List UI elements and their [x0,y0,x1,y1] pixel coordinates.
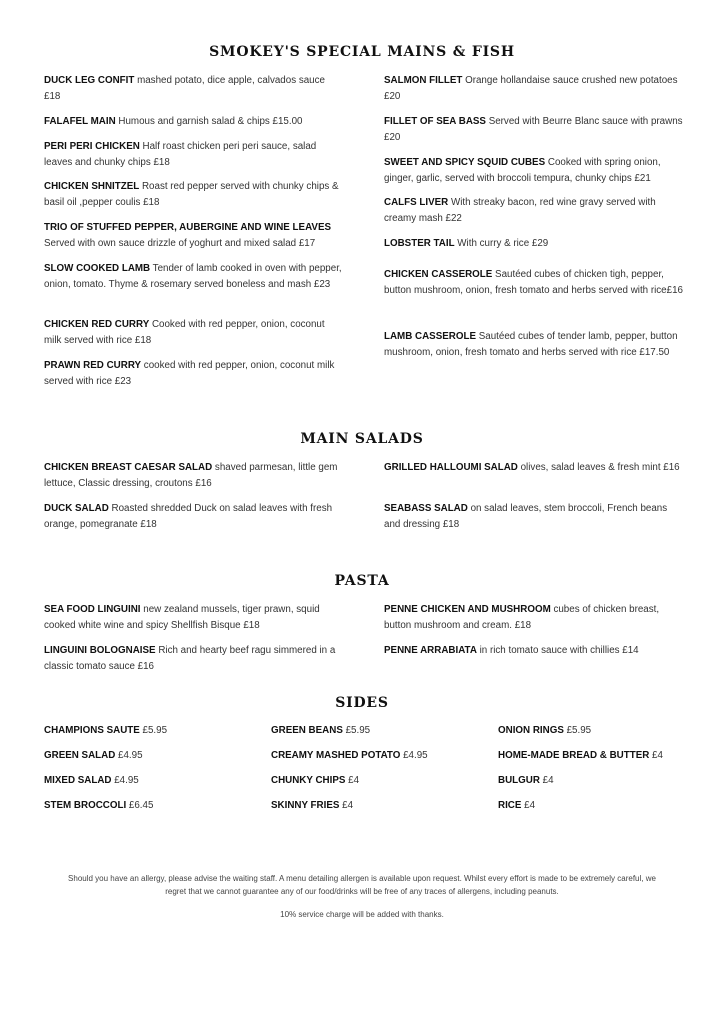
item-name: PENNE ARRABIATA [384,645,477,656]
menu-item [44,460,344,491]
item-description: on salad leaves, stem broccoli, French beans and dressing £18 [384,503,668,530]
item-name: HOME-MADE BREAD & BUTTER [498,750,650,761]
item-description: Half roast chicken peri peri sauce, salad leaves and chunky chips £18 [44,141,317,168]
item-description: Roasted shredded Duck on salad leaves with fresh orange, pomegranate £18 [44,503,333,530]
menu-item [384,501,684,532]
item-name: SEA FOOD LINGUINI [44,604,141,615]
side-item [44,774,139,788]
item-name: SWEET AND SPICY SQUID CUBES [384,157,546,168]
item-description: Sautéed cubes of chicken tigh, pepper, button mushroom, onion, fresh tomato and herbs served with rice£16 [384,269,683,296]
side-item [271,724,370,738]
item-name: CHICKEN BREAST CAESAR SALAD [44,462,213,473]
item-price: £5.95 [563,725,592,736]
side-item [498,799,535,813]
menu-item [44,139,344,170]
item-name: BULGUR [498,775,540,786]
item-name: CHUNKY CHIPS [271,775,346,786]
item-name: STEM BROCCOLI [44,800,127,811]
item-price: £6.45 [126,800,154,811]
menu-item [384,114,684,145]
item-description: Cooked with red pepper, onion, coconut milk served with rice £18 [44,319,325,346]
menu-item [44,73,344,104]
menu-item [44,501,344,532]
item-name: CHAMPIONS SAUTE [44,725,140,736]
menu-item [384,460,684,476]
item-description: Cooked with spring onion, ginger, garlic, served with broccoli tempura, chunky chips £21 [384,157,661,184]
menu-item [384,236,684,252]
item-name: LOBSTER TAIL [384,238,455,249]
item-name: RICE [498,800,522,811]
service-charge-notice: 10% service charge will be added with thanks. [280,910,444,919]
item-description: Served with Beurre Blanc sauce with prawns £20 [384,116,683,143]
item-description: new zealand mussels, tiger prawn, squid cooked white wine and spicy Shellfish Bisque £18 [44,604,320,631]
item-name: GRILLED HALLOUMI SALAD [384,462,518,473]
item-description: in rich tomato sauce with chillies £14 [476,645,639,656]
menu-item [384,267,684,298]
item-name: FILLET OF SEA BASS [384,116,486,127]
allergy-notice: Should you have an allergy, please advise the waiting staff. A menu detailing allergen is available upon request. Whilst every effort is made to be extremely careful, we regret that we cannot guarantee any of our food/drinks will be free of any traces of allergens, including peanuts. [68,874,656,896]
item-name: ONION RINGS [498,725,564,736]
menu-item [384,73,684,104]
menu-item [44,317,344,348]
item-name: SLOW COOKED LAMB [44,263,151,274]
menu-item [384,643,684,659]
item-description: Orange hollandaise sauce crushed new potatoes £20 [384,75,678,102]
side-item [44,724,167,738]
item-name: SKINNY FRIES [271,800,340,811]
side-item [498,774,554,788]
item-description: Humous and garnish salad & chips £15.00 [115,116,303,127]
item-name: TRIO OF STUFFED PEPPER, AUBERGINE AND WINE LEAVES [44,222,332,233]
item-name: PERI PERI CHICKEN [44,141,140,152]
item-name: CHICKEN RED CURRY [44,319,150,330]
item-description: Rich and hearty beef ragu simmered in a classic tomato sauce £16 [44,645,336,672]
item-description: With streaky bacon, red wine gravy served with creamy mash £22 [384,197,656,224]
menu-item [44,261,344,292]
side-item [498,724,591,738]
item-description: Served with own sauce drizzle of yoghurt and mixed salad £17 [44,237,316,249]
menu-item [44,358,344,389]
side-item [271,799,353,813]
item-name: CALFS LIVER [384,197,449,208]
salads-section-title: MAIN SALADS [300,431,424,447]
side-item [44,749,143,763]
item-name: GREEN SALAD [44,750,116,761]
item-name: MIXED SALAD [44,775,112,786]
item-price: £4.95 [400,750,428,761]
menu-item [384,155,684,186]
item-name: LINGUINI BOLOGNAISE [44,645,156,656]
menu-item [44,643,344,674]
item-description: cooked with red pepper, onion, coconut milk served with rice £23 [44,360,335,387]
mains-section-title: SMOKEY'S SPECIAL MAINS & FISH [209,44,515,60]
item-name: FALAFEL MAIN [44,116,116,127]
side-item [44,799,153,813]
side-item [498,749,663,763]
item-description: mashed potato, dice apple, calvados sauce £18 [44,75,325,102]
item-price: £4 [345,775,360,786]
item-price: £4 [539,775,554,786]
menu-item [44,114,344,130]
menu-item [384,602,684,633]
pasta-section-title: PASTA [334,573,390,589]
item-name: CHICKEN CASSEROLE [384,269,493,280]
item-price: £4.95 [115,750,143,761]
menu-item [44,179,344,210]
item-price: £4 [339,800,354,811]
item-price: £4 [649,750,663,761]
item-description: cubes of chicken breast, button mushroom and cream. £18 [384,604,660,631]
item-price: £4.95 [111,775,139,786]
item-description: Tender of lamb cooked in oven with pepper, onion, tomato. Thyme & rosemary served boneless and mash £23 [44,263,342,290]
item-name: CREAMY MASHED POTATO [271,750,401,761]
item-description: shaved parmesan, little gem lettuce, Classic dressing, croutons £16 [44,462,338,489]
sides-section-title: SIDES [335,695,389,711]
item-price: £4 [521,800,536,811]
menu-item [44,220,344,251]
side-item [271,749,428,763]
item-price: £5.95 [139,725,168,736]
item-name: LAMB CASSEROLE [384,331,476,342]
item-description: olives, salad leaves & fresh mint £16 [517,462,680,473]
item-name: SALMON FILLET [384,75,463,86]
item-name: DUCK SALAD [44,503,109,514]
item-name: PENNE CHICKEN AND MUSHROOM [384,604,551,615]
item-description: With curry & rice £29 [454,238,549,249]
item-name: GREEN BEANS [271,725,343,736]
side-item [271,774,359,788]
item-description: Sautéed cubes of tender lamb, pepper, button mushroom, onion, fresh tomato and herbs served with rice £17.50 [384,331,678,358]
menu-item [384,195,684,226]
item-name: DUCK LEG CONFIT [44,75,135,86]
item-name: SEABASS SALAD [384,503,468,514]
menu-item [44,602,344,633]
menu-item [384,329,684,360]
item-name: PRAWN RED CURRY [44,360,142,371]
item-price: £5.95 [342,725,371,736]
item-name: CHICKEN SHNITZEL [44,181,140,192]
item-description: Roast red pepper served with chunky chips & basil oil ,pepper coulis £18 [44,181,339,208]
